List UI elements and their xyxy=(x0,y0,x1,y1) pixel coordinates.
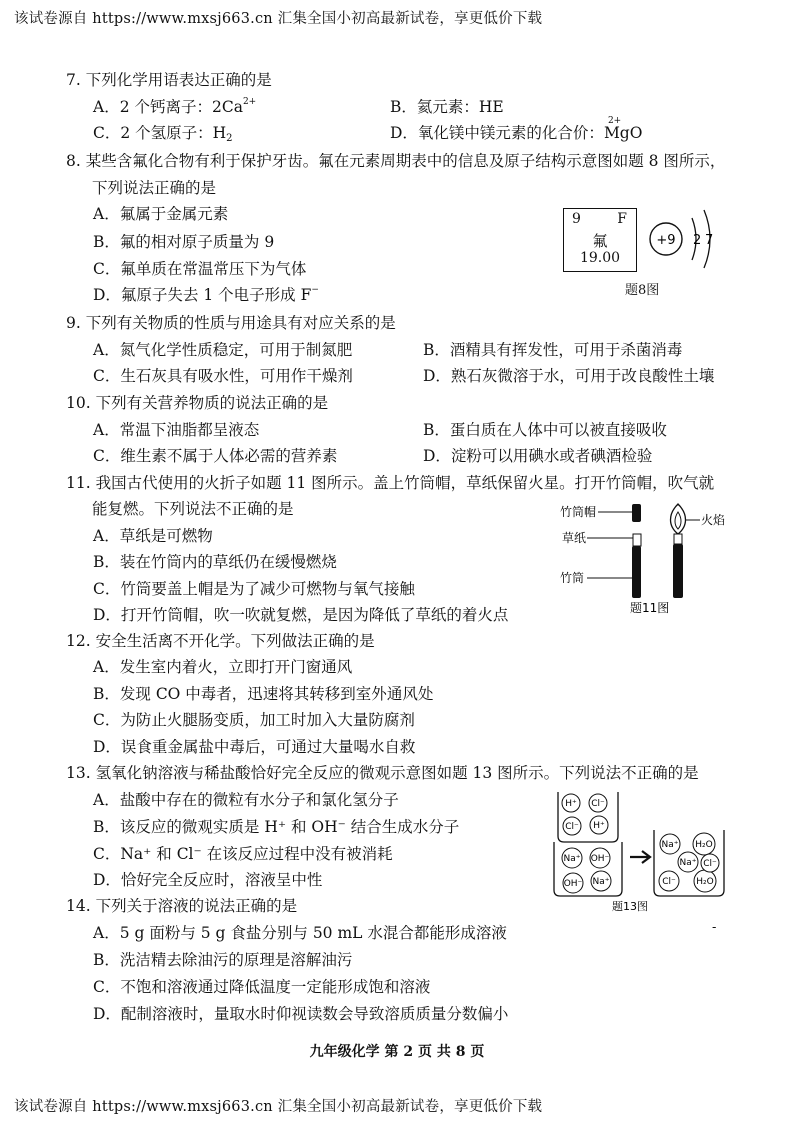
q10-option-a: A．常温下油脂都呈液态 xyxy=(93,421,260,439)
q9-option-d: D．熟石灰微溶于水，可用于改良酸性土壤 xyxy=(423,367,715,385)
q11-option-a: A．草纸是可燃物 xyxy=(93,527,213,545)
element-name: 氟 xyxy=(592,232,608,250)
bamboo-tube-left xyxy=(632,546,641,598)
shell-1-electrons: 2 xyxy=(693,233,702,248)
q7-option-c: C．2 个氢原子：$H_2$ xyxy=(93,124,233,144)
ion-cl-2-label: Cl⁻ xyxy=(565,822,579,832)
periodic-table-cell-fluorine xyxy=(563,208,637,272)
bamboo-cap-shape xyxy=(632,504,641,522)
page-header-source: 该试卷源自 https://www.mxsj663.cn 汇集全国小初高最新试卷，享更低价下载 xyxy=(14,11,543,27)
ion-oh-2-label: OH⁻ xyxy=(563,879,583,889)
q9-option-a: A．氮气化学性质稳定，可用于制氮肥 xyxy=(93,341,353,359)
ion-cl-1-label: Cl⁻ xyxy=(591,799,605,809)
ion-na-4-label: Na⁺ xyxy=(679,858,697,868)
q14-option-c: C．不饱和溶液通过降低温度一定能形成饱和溶液 xyxy=(93,978,431,996)
q9-option-c: C．生石灰具有吸水性，可用作干燥剂 xyxy=(93,367,353,385)
ion-oh-1-label: OH⁻ xyxy=(590,854,610,864)
q11-option-b: B．装在竹筒内的草纸仍在缓慢燃烧 xyxy=(93,553,337,571)
ion-na-1-label: Na⁺ xyxy=(563,854,581,864)
q11-stem-line2: 能复燃。下列说法不正确的是 xyxy=(92,500,294,518)
bamboo-tube-right xyxy=(673,544,683,598)
fire-starter-diagram xyxy=(560,498,735,616)
neutralization-micro-diagram xyxy=(552,790,742,912)
shell-2-electrons: 7 xyxy=(705,233,714,248)
label-paper: 草纸 xyxy=(562,531,587,545)
q12-option-a: A．发生室内着火，立即打开门窗通风 xyxy=(93,658,353,676)
q8-stem-line1: 8. 某些含氟化合物有利于保护牙齿。氟在元素周期表中的信息及原子结构示意图如题 8 图所示， xyxy=(66,152,726,170)
ion-h-1-label: H⁺ xyxy=(565,799,577,809)
molecule-h2o-2-label: H₂O xyxy=(696,877,714,887)
q7-valence-mark: 2+ xyxy=(607,116,622,126)
fig13-caption: 题13图 xyxy=(612,900,648,912)
q10-option-d: D．淀粉可以用碘水或者碘酒检验 xyxy=(423,447,653,465)
ion-cl-3-label: Cl⁻ xyxy=(662,877,676,887)
q8-option-c: C．氟单质在常温常压下为气体 xyxy=(93,260,307,278)
q11-stem-line1: 11. 我国古代使用的火折子如题 11 图所示。盖上竹筒帽，草纸保留火星。打开竹筒帽，吹气就 xyxy=(66,474,715,492)
q10-option-c: C．维生素不属于人体必需的营养素 xyxy=(93,447,338,465)
paper-tip-shape xyxy=(633,534,641,546)
q7-stem: 7. 下列化学用语表达正确的是 xyxy=(66,71,272,89)
label-flame: 火焰 xyxy=(701,513,726,527)
ion-h-2-label: H⁺ xyxy=(593,821,605,831)
paper-burning-tip xyxy=(674,534,682,544)
q12-option-c: C．为防止火腿肠变质，加工时加入大量防腐剂 xyxy=(93,711,415,729)
q14-option-b: B．洗洁精去除油污的原理是溶解油污 xyxy=(93,951,353,969)
q11-option-d: D．打开竹筒帽，吹一吹就复燃，是因为降低了草纸的着火点 xyxy=(93,606,509,624)
reaction-arrow xyxy=(630,851,650,863)
nucleus-charge: +9 xyxy=(656,233,676,248)
q10-option-b: B．蛋白质在人体中可以被直接吸收 xyxy=(423,421,667,439)
q7-option-a: A．2 个钙离子：$2Ca^{2+}$ xyxy=(93,97,257,116)
atomic-mass: 19.00 xyxy=(579,250,621,266)
ion-na-2-label: Na⁺ xyxy=(592,877,610,887)
q7-option-b: B．氦元素：HE xyxy=(390,98,504,116)
q13-option-d: D．恰好完全反应时，溶液呈中性 xyxy=(93,871,323,889)
page-footer: 九年级化学 第 2 页 共 8 页 xyxy=(309,1044,485,1060)
atomic-number: 9 xyxy=(572,211,581,227)
q8-option-d: D．氟原子失去 1 个电子形成 F− xyxy=(93,285,319,304)
page-footer-source: 该试卷源自 https://www.mxsj663.cn 汇集全国小初高最新试卷，享更低价下载 xyxy=(14,1099,543,1115)
q8-option-a: A．氟属于金属元素 xyxy=(93,205,229,223)
q14-option-a: A．5 g 面粉与 5 g 食盐分别与 50 mL 水混合都能形成溶液 xyxy=(93,924,507,942)
q7-option-d: D．氧化镁中镁元素的化合价： 2+ MgO xyxy=(390,123,642,143)
q12-stem: 12. 安全生活离不开化学。下列做法正确的是 xyxy=(66,632,375,650)
q10-stem: 10. 下列有关营养物质的说法正确的是 xyxy=(66,394,329,412)
ion-cl-4-label: Cl⁻ xyxy=(703,859,717,869)
q8-stem-line2: 下列说法正确的是 xyxy=(92,179,217,197)
q14-stem: 14. 下列关于溶液的说法正确的是 xyxy=(66,897,298,915)
ion-na-3-label: Na⁺ xyxy=(661,840,679,850)
q12-option-d: D．误食重金属盐中毒后，可通过大量喝水自救 xyxy=(93,738,416,756)
molecule-h2o-1-label: H₂O xyxy=(695,840,713,850)
q12-option-b: B．发现 CO 中毒者，迅速将其转移到室外通风处 xyxy=(93,685,434,703)
q13-option-a: A．盐酸中存在的微粒有水分子和氯化氢分子 xyxy=(93,791,399,809)
label-bamboo-tube: 竹筒 xyxy=(560,571,585,585)
fig11-caption: 题11图 xyxy=(630,601,670,615)
q13-option-b: B．该反应的微观实质是 H⁺ 和 OH⁻ 结合生成水分子 xyxy=(93,818,460,836)
q11-option-c: C．竹筒要盖上帽是为了减少可燃物与氧气接触 xyxy=(93,580,415,598)
stray-mark: - xyxy=(712,920,717,935)
q14-option-d: D．配制溶液时，量取水时仰视读数会导致溶质质量分数偏小 xyxy=(93,1005,509,1023)
label-bamboo-cap: 竹筒帽 xyxy=(560,505,597,519)
q8-option-b: B．氟的相对原子质量为 9 xyxy=(93,233,275,251)
q13-option-c: C．Na⁺ 和 Cl⁻ 在该反应过程中没有被消耗 xyxy=(93,845,393,863)
q9-stem: 9. 下列有关物质的性质与用途具有对应关系的是 xyxy=(66,314,396,332)
fig8-caption: 题8图 xyxy=(625,283,660,298)
fluorine-atom-structure-diagram xyxy=(640,204,720,276)
q9-option-b: B．酒精具有挥发性，可用于杀菌消毒 xyxy=(423,341,683,359)
element-symbol: F xyxy=(617,211,627,227)
q13-stem: 13. 氢氧化钠溶液与稀盐酸恰好完全反应的微观示意图如题 13 图所示。下列说法不正确的是 xyxy=(66,764,699,782)
